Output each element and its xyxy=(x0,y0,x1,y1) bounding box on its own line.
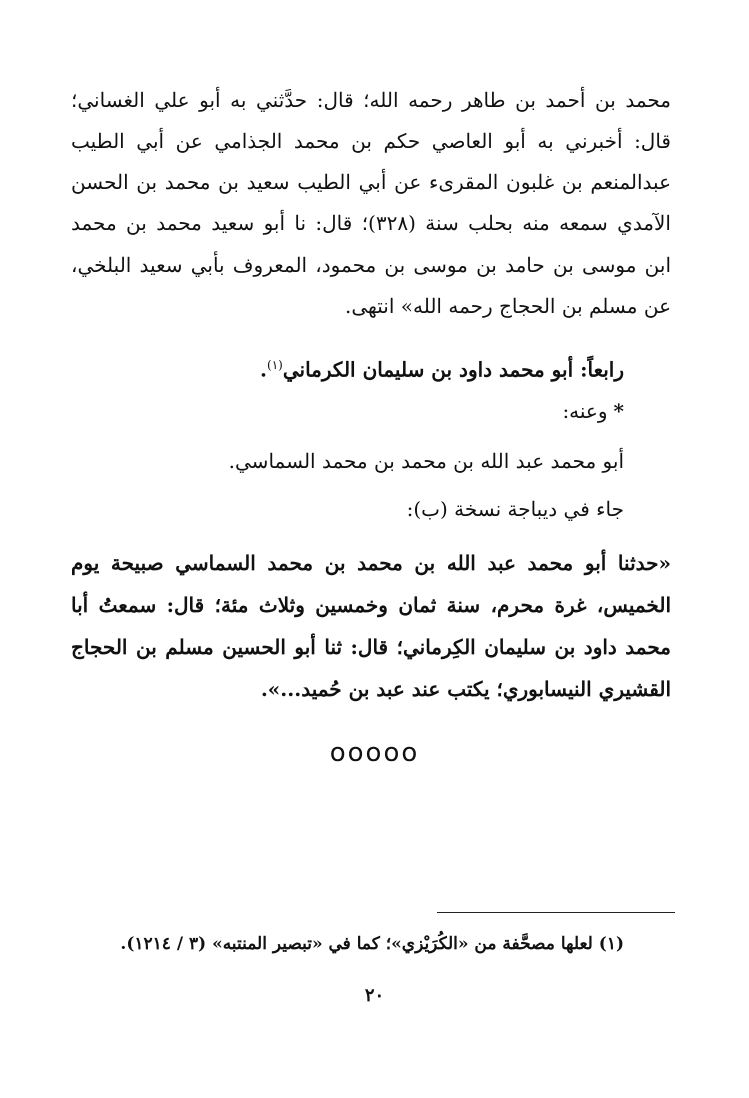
section-heading-text: رابعاً: أبو محمد داود بن سليمان الكرماني xyxy=(282,357,624,382)
paragraph1-line-6: عن مسلم بن الحجاج رحمه الله» انتهى. xyxy=(345,294,671,318)
narrator-line: أبو محمد عبد الله بن محمد بن محمد السماسي. xyxy=(228,449,624,473)
paragraph1-line-1: محمد بن أحمد بن طاهر رحمه الله؛ قال: حدَّثني به أبو علي الغساني؛ xyxy=(71,88,671,112)
paragraph1-line-3: عبدالمنعم بن غلبون المقرىء عن أبي الطيب سعيد بن محمد بن الحسن xyxy=(71,170,671,194)
quote-line-3: محمد داود بن سليمان الكِرماني؛ قال: ثنا أبو الحسين مسلم بن الحجاج xyxy=(71,635,671,659)
footnote-ref-1: (١) xyxy=(267,358,283,372)
quote-line-4: القشيري النيسابوري؛ يكتب عند عبد بن حُميد...». xyxy=(260,677,671,701)
footnote-divider xyxy=(437,912,675,913)
anhu-line xyxy=(71,396,624,426)
paragraph1-line-4: الآمدي سمعه منه بحلب سنة (٣٢٨)؛ قال: نا أبو سعيد محمد بن محمد xyxy=(71,211,671,235)
star-icon: * xyxy=(613,399,624,423)
quote-line-1: «حدثنا أبو محمد عبد الله بن محمد بن محمد السماسي صبيحة يوم xyxy=(71,551,671,575)
paragraph1-line-2: قال: أخبرني به أبو العاصي حكم بن محمد الجذامي عن أبي الطيب xyxy=(71,129,671,153)
anhu-text: وعنه: xyxy=(562,399,608,423)
page-number: ٢٠ xyxy=(364,985,385,1006)
paragraph1-line-5: ابن موسى بن حامد بن موسى بن محمود، المعروف بأبي سعيد البلخي، xyxy=(71,253,671,277)
footnote-1: (١) لعلها مصحَّفة من «الكُرَيْزي»؛ كما في «تبصير المنتبه» (٣ / ١٢١٤). xyxy=(120,934,624,954)
quote-line-2: الخميس، غرة محرم، سنة ثمان وخمسين وثلاث مئة؛ قال: سمعتُ أبا xyxy=(71,593,671,617)
section-separator: ooooo xyxy=(329,738,420,768)
manuscript-note: جاء في ديباجة نسخة (ب): xyxy=(406,497,624,521)
section-heading: رابعاً: أبو محمد داود بن سليمان الكرماني$^{(١)}$. xyxy=(260,357,624,382)
